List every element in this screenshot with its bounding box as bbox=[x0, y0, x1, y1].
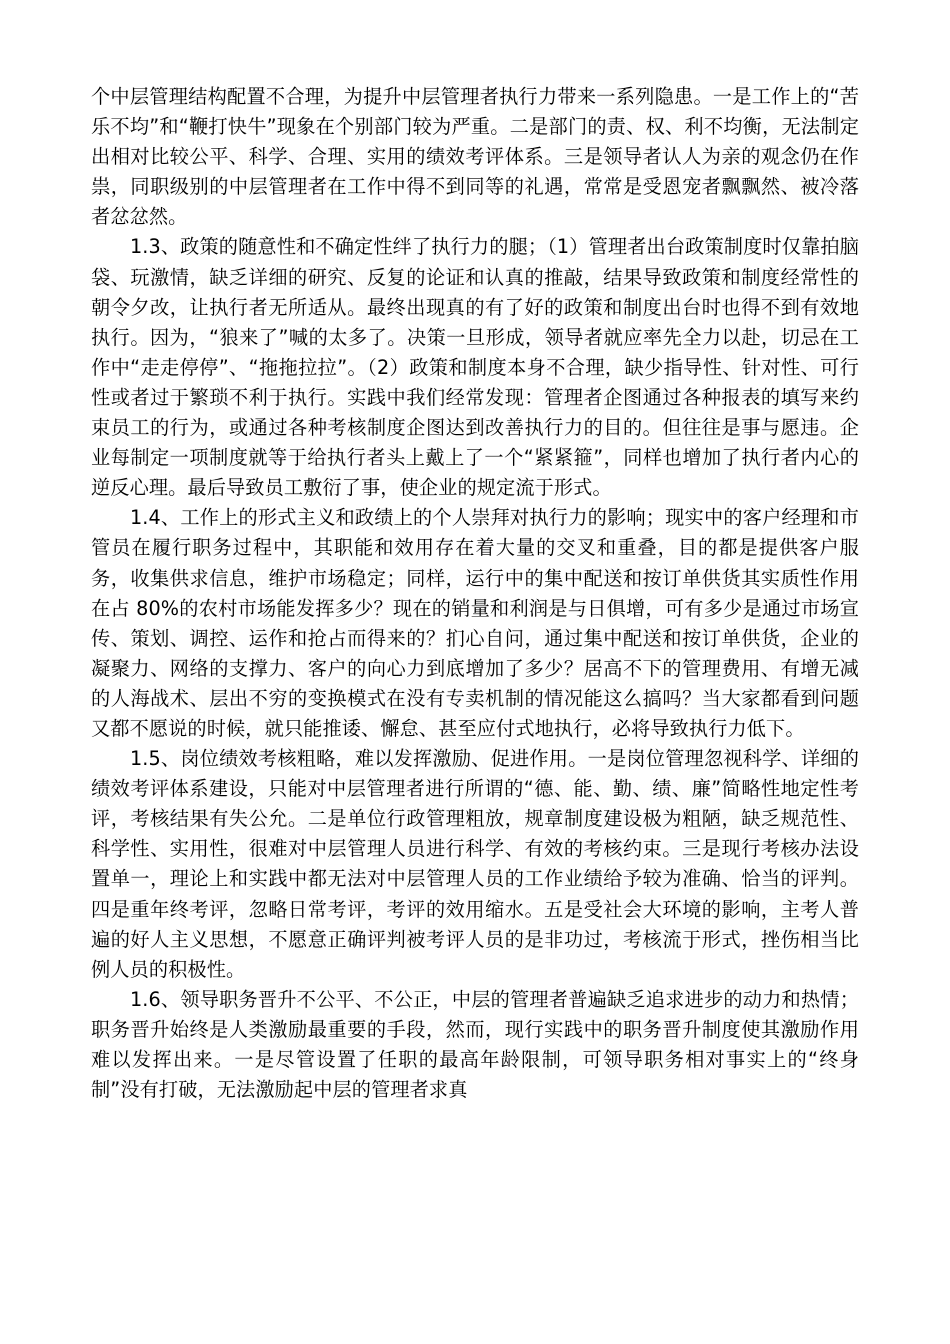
paragraph-continuation: 个中层管理结构配置不合理，为提升中层管理者执行力带来一系列隐患。一是工作上的“苦乐不均”和“鞭打快牛”现象在个别部门较为严重。二是部门的责、权、利不均衡，无法制定出相对比较公平、科学、合理、实用的绩效考评体系。三是领导者认人为亲的观念仍在作祟，同职级别的中层管理者在工作中得不到同等的礼遇，常常是受恩宠者飘飘然、被冷落者忿忿然。 bbox=[91, 85, 859, 229]
paragraph-section-1-5: 1.5、岗位绩效考核粗略，难以发挥激励、促进作用。一是岗位管理忽视科学、详细的绩效考评体系建设，只能对中层管理者进行所谓的“德、能、勤、绩、廉”简略性地定性考评，考核结果有失公允。二是单位行政管理粗放，规章制度建设极为粗陋，缺乏规范性、科学性、实用性，很难对中层管理人员进行科学、有效的考核约束。三是现行考核办法设置单一，理论上和实践中都无法对中层管理人员的工作业绩给予较为准确、恰当的评判。四是重年终考评，忽略日常考评，考评的效用缩水。五是受社会大环境的影响，主考人普遍的好人主义思想，不愿意正确评判被考评人员的是非功过，考核流于形式，挫伤相当比例人员的积极性。 bbox=[91, 747, 859, 981]
paragraph-section-1-3: 1.3、政策的随意性和不确定性绊了执行力的腿；（1）管理者出台政策制度时仅靠拍脑袋、玩激情，缺乏详细的研究、反复的论证和认真的推敲，结果导致政策和制度经常性的朝令夕改，让执行者无所适从。最终出现真的有了好的政策和制度出台时也得不到有效地执行。因为，“狼来了”喊的太多了。决策一旦形成，领导者就应率先全力以赴，切忌在工作中“走走停停”、“拖拖拉拉”。（2）政策和制度本身不合理，缺少指导性、针对性、可行性或者过于繁琐不利于执行。实践中我们经常发现：管理者企图通过各种报表的填写来约束员工的行为，或通过各种考核制度企图达到改善执行力的目的。但往往是事与愿违。企业每制定一项制度就等于给执行者头上戴上了一个“紧紧箍”，同样也增加了执行者内心的逆反心理。最后导致员工敷衍了事，使企业的规定流于形式。 bbox=[91, 235, 859, 500]
paragraph-section-1-6: 1.6、领导职务晋升不公平、不公正，中层的管理者普遍缺乏追求进步的动力和热情；职务晋升始终是人类激励最重要的手段，然而，现行实践中的职务晋升制度使其激励作用难以发挥出来。一是尽管设置了任职的最高年龄限制，可领导职务相对事实上的“终身制”没有打破，无法激励起中层的管理者求真 bbox=[91, 987, 859, 1102]
paragraph-section-1-4: 1.4、工作上的形式主义和政绩上的个人崇拜对执行力的影响；现实中的客户经理和市管员在履行职务过程中，其职能和效用存在着大量的交叉和重叠，目的都是提供客户服务，收集供求信息，维护市场稳定；同样，运行中的集中配送和按订单供货其实质性作用在占 80%的农村市场能发挥多少？现在的销量和利润是与日俱增，可有多少是通过市场宣传、策划、调控、运作和抢占而得来的？扪心自问，通过集中配送和按订单供货，企业的凝聚力、网络的支撑力、客户的向心力到底增加了多少？居高不下的管理费用、有增无减的人海战术、层出不穷的变换模式在没有专卖机制的情况能这么搞吗？当大家都看到问题又都不愿说的时候，就只能推诿、懈怠、甚至应付式地执行，必将导致执行力低下。 bbox=[91, 506, 859, 740]
document-page bbox=[91, 82, 859, 1105]
